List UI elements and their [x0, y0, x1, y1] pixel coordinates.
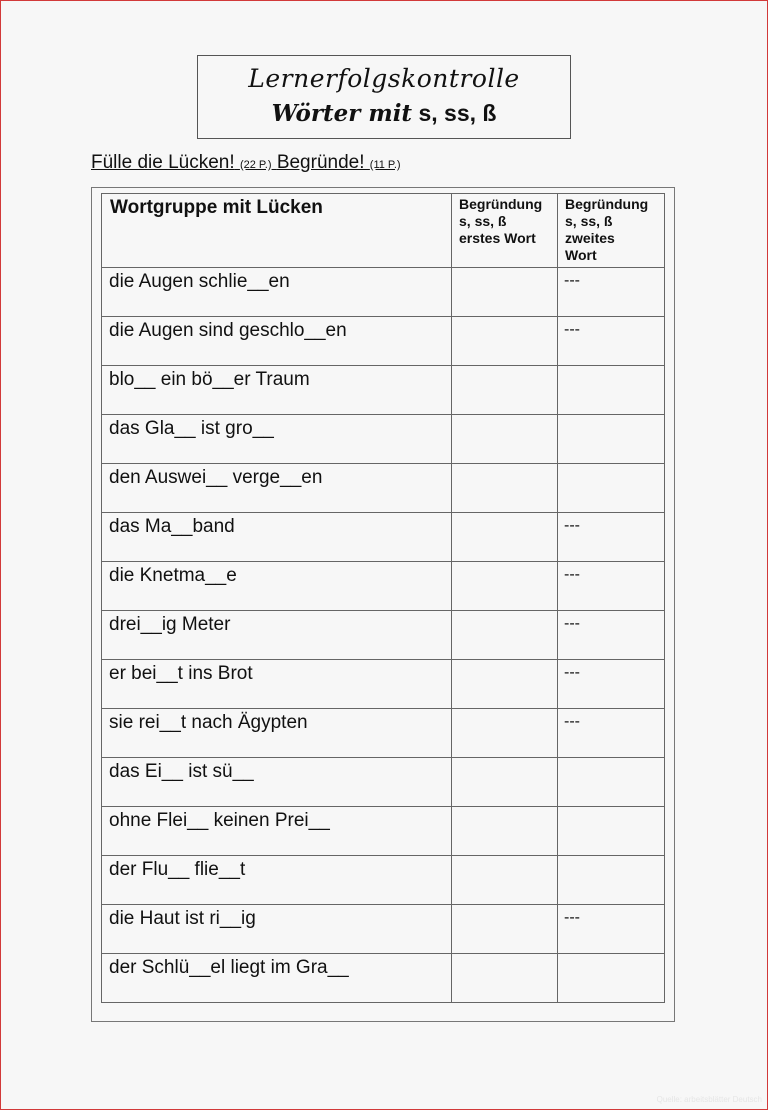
- not-applicable-mark: [558, 856, 664, 860]
- answer-cell-second[interactable]: [558, 954, 665, 1003]
- table-row: [102, 905, 665, 954]
- answer-cell-first[interactable]: [452, 807, 558, 856]
- answer-cell-second[interactable]: [558, 464, 665, 513]
- not-applicable-mark: [558, 807, 664, 811]
- phrase-cell: [102, 709, 452, 758]
- phrase-text: die Knetma__e: [109, 565, 237, 586]
- answer-cell-first[interactable]: [452, 562, 558, 611]
- answer-cell-first[interactable]: [452, 268, 558, 317]
- phrase-cell: [102, 905, 452, 954]
- header-words-label: Wortgruppe mit Lücken: [110, 197, 323, 218]
- phrase-text: drei__ig Meter: [109, 614, 231, 635]
- phrase-cell: [102, 464, 452, 513]
- answer-cell-first[interactable]: [452, 856, 558, 905]
- title-box: [197, 55, 571, 139]
- phrase-text: den Auswei__ verge__en: [109, 467, 323, 488]
- phrase-cell: [102, 807, 452, 856]
- not-applicable-mark: ---: [564, 272, 580, 289]
- not-applicable-mark: ---: [564, 517, 580, 534]
- answer-cell-second[interactable]: [558, 905, 665, 954]
- phrase-text: der Schlü__el liegt im Gra__: [109, 957, 349, 978]
- reason-points: (11 P.): [369, 159, 401, 171]
- fill-instruction: Fülle die Lücken!: [91, 152, 235, 173]
- phrase-cell: [102, 366, 452, 415]
- phrase-cell: [102, 268, 452, 317]
- phrase-cell: [102, 856, 452, 905]
- phrase-cell: [102, 562, 452, 611]
- subtitle-italic: Wörter mit: [271, 100, 413, 127]
- not-applicable-mark: [558, 464, 664, 468]
- answer-cell-first[interactable]: [452, 905, 558, 954]
- phrase-text: der Flu__ flie__t: [109, 859, 246, 880]
- phrase-text: sie rei__t nach Ägypten: [109, 712, 308, 733]
- table-row: [102, 660, 665, 709]
- answer-cell-first[interactable]: [452, 415, 558, 464]
- phrase-text: blo__ ein bö__er Traum: [109, 369, 310, 390]
- phrase-text: die Augen sind geschlo__en: [109, 320, 347, 341]
- phrase-text: das Ei__ ist sü__: [109, 761, 254, 782]
- answer-cell-second[interactable]: [558, 611, 665, 660]
- phrase-text: die Haut ist ri__ig: [109, 908, 256, 929]
- worksheet-title: Lernerfolgskontrolle: [248, 64, 520, 93]
- phrase-cell: [102, 317, 452, 366]
- table-row: [102, 856, 665, 905]
- answer-cell-first[interactable]: [452, 317, 558, 366]
- answer-cell-second[interactable]: [558, 513, 665, 562]
- table-row: [102, 709, 665, 758]
- answer-cell-second[interactable]: [558, 562, 665, 611]
- table-row: [102, 317, 665, 366]
- answer-cell-first[interactable]: [452, 611, 558, 660]
- not-applicable-mark: ---: [564, 909, 580, 926]
- worksheet-subtitle: [198, 100, 570, 127]
- table-row: [102, 268, 665, 317]
- phrase-text: das Ma__band: [109, 516, 235, 537]
- table-row: [102, 758, 665, 807]
- phrase-cell: [102, 513, 452, 562]
- table-row: [102, 464, 665, 513]
- answer-cell-first[interactable]: [452, 758, 558, 807]
- phrase-cell: [102, 758, 452, 807]
- not-applicable-mark: ---: [564, 321, 580, 338]
- answer-cell-first[interactable]: [452, 366, 558, 415]
- not-applicable-mark: [558, 415, 664, 419]
- answer-cell-first[interactable]: [452, 954, 558, 1003]
- phrase-cell: [102, 611, 452, 660]
- answer-cell-second[interactable]: [558, 856, 665, 905]
- watermark: Quelle: arbeitsblätter Deutsch: [656, 1095, 762, 1104]
- phrase-cell: [102, 954, 452, 1003]
- phrase-text: das Gla__ ist gro__: [109, 418, 274, 439]
- not-applicable-mark: ---: [564, 615, 580, 632]
- table-row: [102, 807, 665, 856]
- phrase-text: er bei__t ins Brot: [109, 663, 253, 684]
- answer-cell-second[interactable]: [558, 366, 665, 415]
- table-row: [102, 954, 665, 1003]
- header-first-reason: [452, 194, 558, 268]
- table-row: [102, 562, 665, 611]
- answer-cell-first[interactable]: [452, 513, 558, 562]
- subtitle-letters: s, ss, ß: [418, 100, 497, 126]
- header-first-label: Begründung s, ss, ß erstes Wort: [459, 196, 543, 246]
- table-row: [102, 611, 665, 660]
- table-row: [102, 415, 665, 464]
- answer-cell-second[interactable]: [558, 758, 665, 807]
- answer-cell-second[interactable]: [558, 709, 665, 758]
- table-row: [102, 366, 665, 415]
- answer-cell-first[interactable]: [452, 464, 558, 513]
- reason-instruction: Begründe!: [276, 152, 365, 173]
- phrase-cell: [102, 660, 452, 709]
- header-second-label: Begründung s, ss, ß zweites Wort: [565, 196, 649, 263]
- answer-cell-second[interactable]: [558, 415, 665, 464]
- instruction-line: [91, 152, 401, 174]
- header-second-reason: [558, 194, 665, 268]
- phrase-text: die Augen schlie__en: [109, 271, 290, 292]
- word-table: [101, 193, 665, 1003]
- answer-cell-second[interactable]: [558, 807, 665, 856]
- answer-cell-first[interactable]: [452, 660, 558, 709]
- phrase-cell: [102, 415, 452, 464]
- table-header-row: [102, 194, 665, 268]
- not-applicable-mark: [558, 758, 664, 762]
- header-words: [102, 194, 452, 268]
- fill-points: (22 P.): [239, 159, 272, 171]
- not-applicable-mark: ---: [564, 566, 580, 583]
- answer-cell-second[interactable]: [558, 317, 665, 366]
- not-applicable-mark: [558, 366, 664, 370]
- not-applicable-mark: ---: [564, 664, 580, 681]
- answer-cell-first[interactable]: [452, 709, 558, 758]
- answer-cell-second[interactable]: [558, 660, 665, 709]
- phrase-text: ohne Flei__ keinen Prei__: [109, 810, 330, 831]
- table-row: [102, 513, 665, 562]
- not-applicable-mark: ---: [564, 713, 580, 730]
- not-applicable-mark: [558, 954, 664, 958]
- answer-cell-second[interactable]: [558, 268, 665, 317]
